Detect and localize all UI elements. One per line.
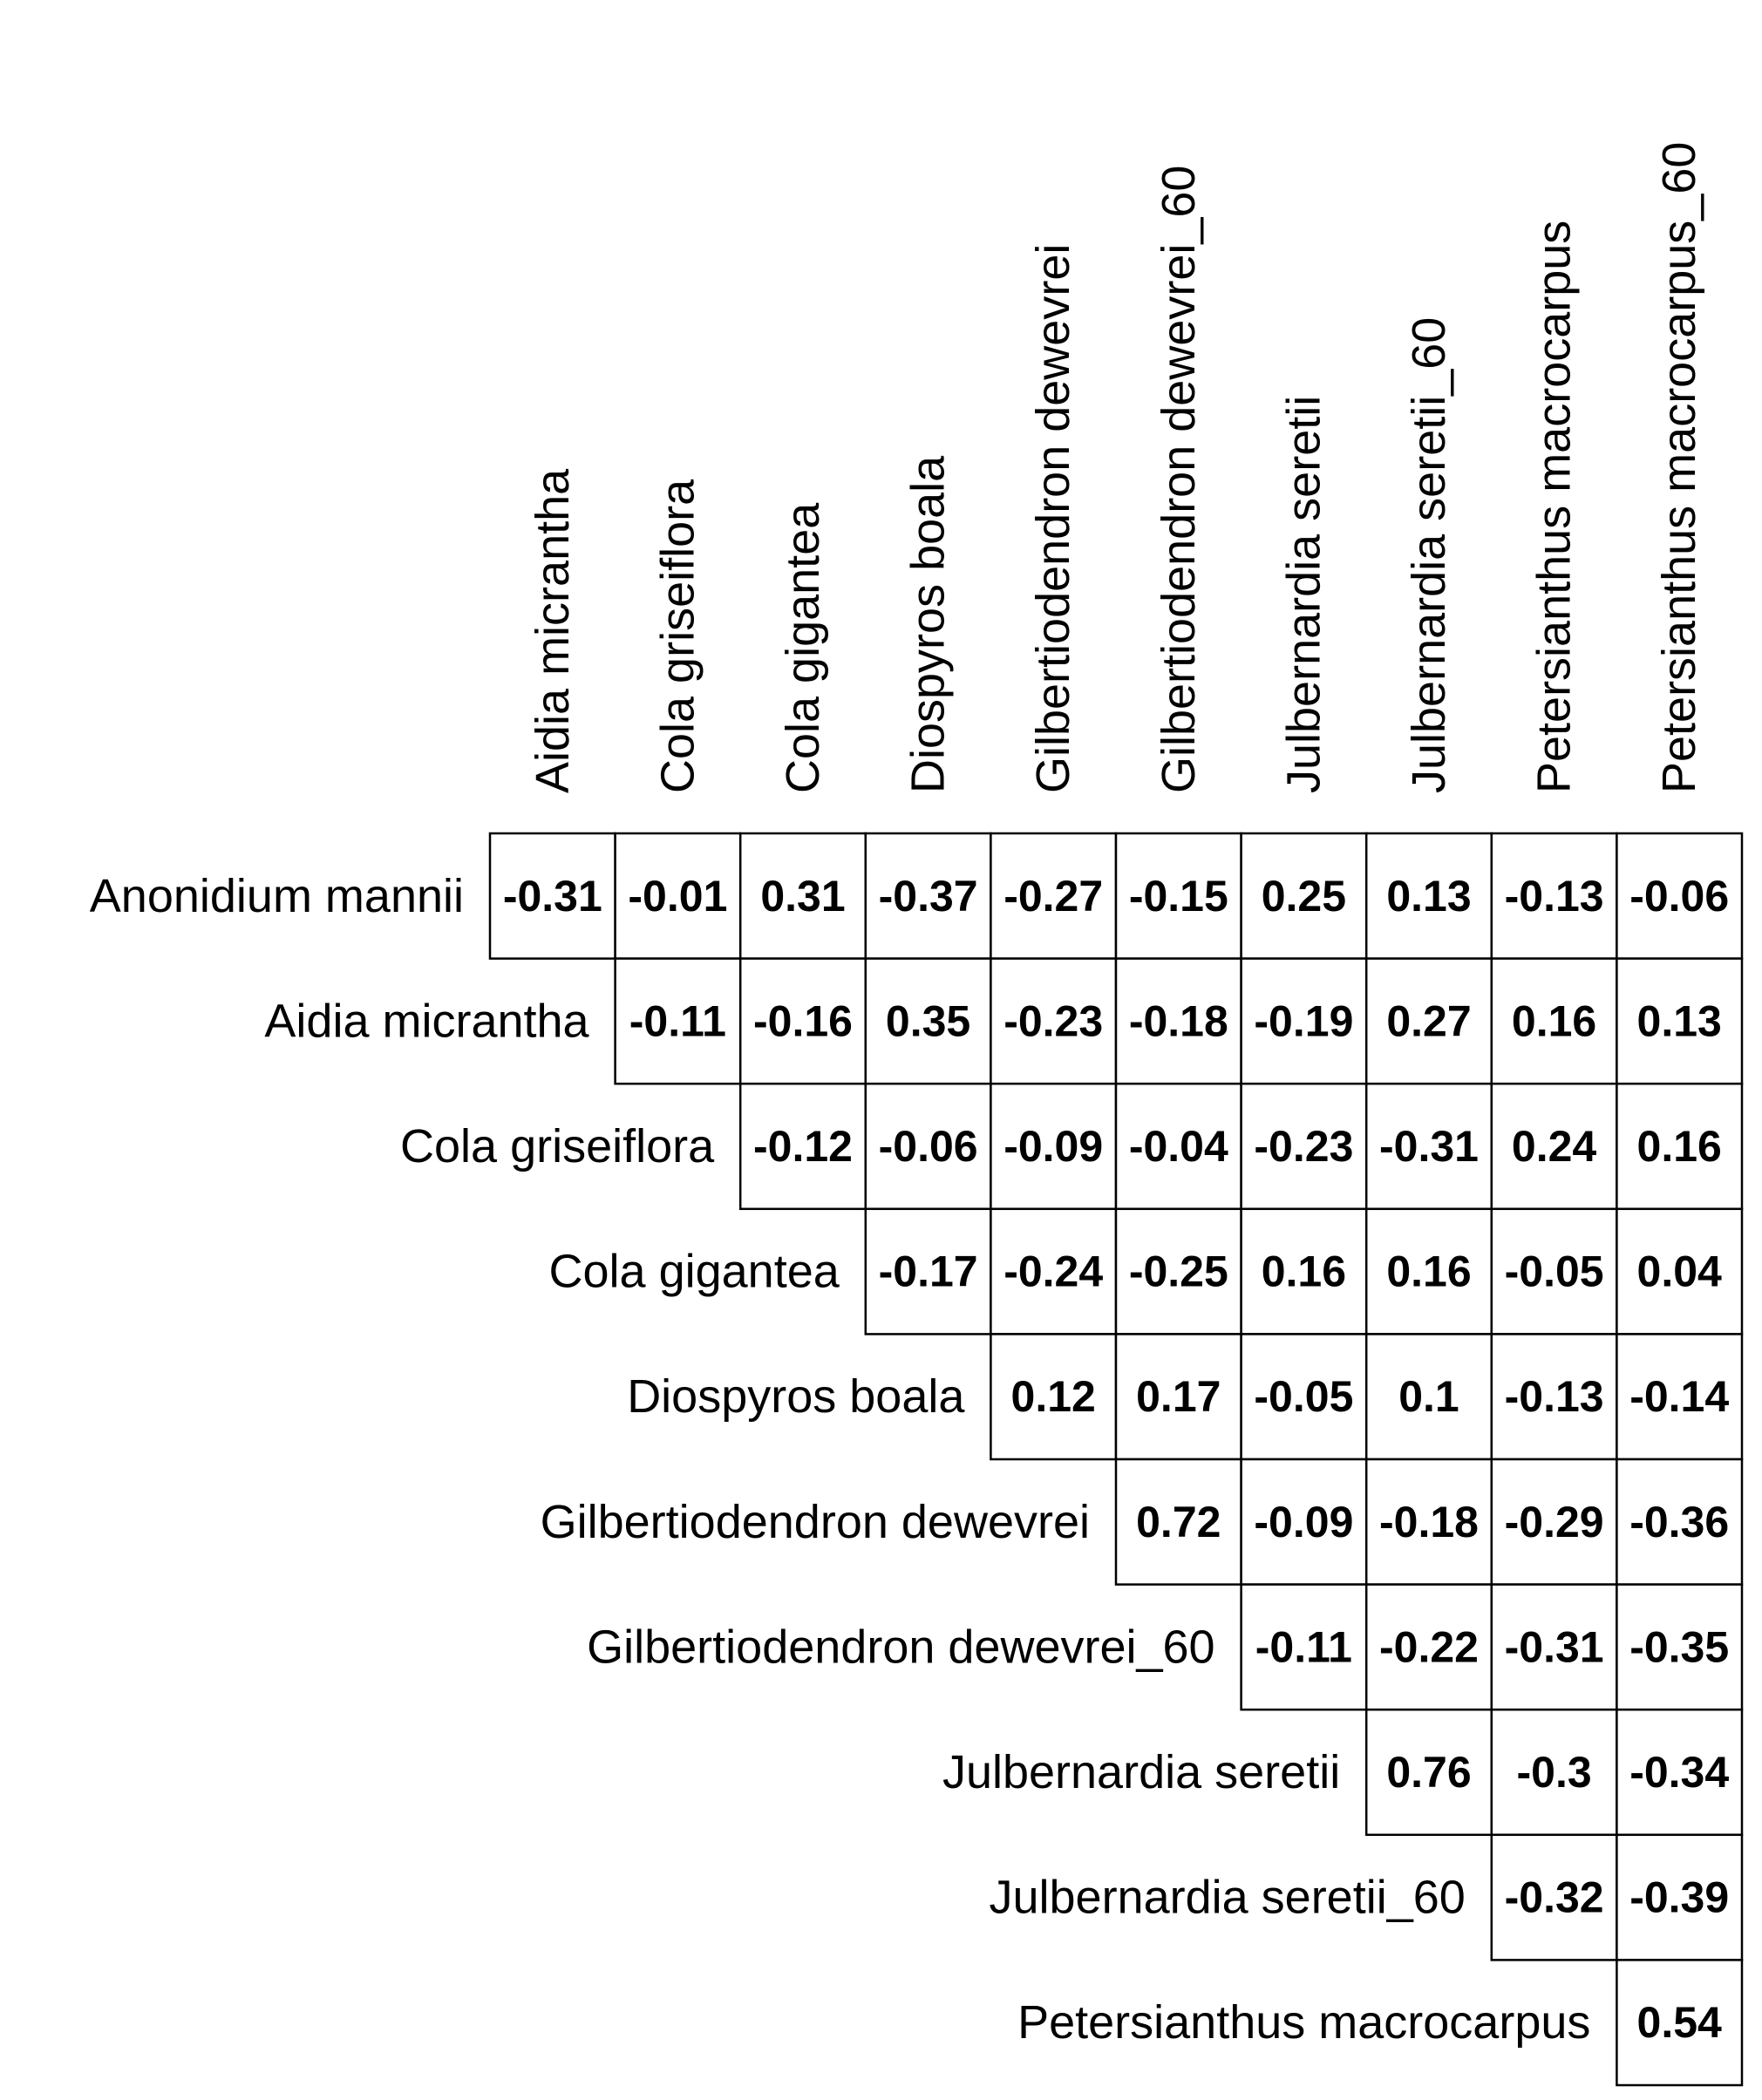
cell-value: -0.3: [1516, 1748, 1592, 1797]
cell-value: -0.32: [1504, 1872, 1604, 1922]
cell-value: 0.16: [1636, 1122, 1722, 1171]
cell-value: -0.39: [1629, 1872, 1730, 1922]
cell-value: -0.13: [1504, 1372, 1604, 1422]
row-label: Cola griseiflora: [400, 1120, 715, 1172]
cell-value: -0.09: [1003, 1122, 1104, 1171]
cell-value: 0.54: [1636, 1998, 1722, 2048]
cell-value: -0.06: [878, 1122, 978, 1171]
cell-value: -0.37: [878, 871, 978, 921]
cell-value: -0.11: [629, 996, 727, 1046]
column-label: Gilbertiodendron dewevrei_60: [1152, 165, 1205, 793]
row-label: Julbernardia seretii: [942, 1746, 1341, 1798]
row-label: Gilbertiodendron dewevrei: [540, 1495, 1090, 1548]
row-label: Anonidium mannii: [89, 869, 464, 922]
row-label: Cola gigantea: [548, 1245, 840, 1298]
row-label: Gilbertiodendron dewevrei_60: [587, 1621, 1215, 1674]
cell-value: -0.23: [1254, 1122, 1354, 1171]
row-label: Diospyros boala: [627, 1370, 965, 1424]
cell-value: -0.04: [1128, 1122, 1228, 1171]
cell-value: -0.05: [1254, 1372, 1354, 1422]
cell-value: -0.22: [1379, 1622, 1479, 1672]
cell-value: 0.72: [1136, 1497, 1221, 1546]
column-label: Aidia micrantha: [526, 468, 579, 793]
cell-value: 0.25: [1261, 871, 1347, 921]
cell-value: 0.17: [1136, 1372, 1221, 1422]
cell-value: -0.18: [1128, 996, 1228, 1046]
cell-value: -0.12: [753, 1122, 853, 1171]
cell-value: 0.16: [1511, 996, 1597, 1046]
cell-value: 0.13: [1386, 871, 1472, 921]
cell-value: 0.13: [1636, 996, 1722, 1046]
cell-value: -0.19: [1254, 996, 1354, 1046]
cell-value: -0.09: [1254, 1497, 1354, 1546]
cell-value: 0.16: [1261, 1247, 1347, 1296]
cell-value: -0.24: [1003, 1247, 1104, 1296]
cell-value: 0.31: [760, 871, 846, 921]
column-label: Gilbertiodendron dewevrei: [1027, 243, 1080, 793]
cell-value: 0.04: [1636, 1247, 1722, 1296]
cell-value: -0.29: [1504, 1497, 1604, 1546]
cell-value: -0.15: [1128, 871, 1228, 921]
cell-value: 0.76: [1386, 1748, 1472, 1797]
cell-value: -0.31: [1379, 1122, 1479, 1171]
cell-value: -0.27: [1003, 871, 1104, 921]
cell-value: 0.12: [1010, 1372, 1096, 1422]
cell-value: -0.05: [1504, 1247, 1604, 1296]
cell-value: -0.36: [1629, 1497, 1730, 1546]
row-label: Petersianthus macrocarpus: [1017, 1996, 1591, 2049]
column-label: Cola gigantea: [777, 502, 829, 793]
column-label: Cola griseiflora: [651, 479, 704, 793]
cell-value: -0.25: [1128, 1247, 1228, 1296]
cell-value: -0.31: [502, 871, 602, 921]
cell-value: -0.34: [1629, 1748, 1730, 1797]
cell-value: -0.06: [1629, 871, 1730, 921]
cell-value: 0.16: [1386, 1247, 1472, 1296]
column-label: Petersianthus macrocarpus: [1527, 220, 1581, 793]
column-label: Julbernardia seretii_60: [1403, 316, 1455, 793]
cell-value: 0.24: [1511, 1122, 1597, 1171]
cell-value: -0.23: [1003, 996, 1104, 1046]
cell-value: -0.35: [1629, 1622, 1730, 1672]
cell-value: -0.18: [1379, 1497, 1479, 1546]
cell-value: 0.27: [1386, 996, 1472, 1046]
column-label: Julbernardia seretii: [1277, 395, 1330, 793]
cell-value: 0.35: [885, 996, 971, 1046]
cell-value: -0.01: [628, 871, 728, 921]
cell-value: -0.31: [1504, 1622, 1604, 1672]
cell-value: 0.1: [1398, 1372, 1459, 1422]
row-label: Aidia micrantha: [264, 995, 589, 1048]
cell-value: -0.13: [1504, 871, 1604, 921]
column-label: Diospyros boala: [901, 455, 955, 793]
cell-value: -0.16: [753, 996, 853, 1046]
cell-value: -0.11: [1255, 1622, 1353, 1672]
cell-value: -0.14: [1629, 1372, 1730, 1422]
row-label: Julbernardia seretii_60: [989, 1871, 1466, 1924]
cell-value: -0.17: [878, 1247, 978, 1296]
column-label: Petersianthus macrocarpus_60: [1653, 141, 1706, 793]
